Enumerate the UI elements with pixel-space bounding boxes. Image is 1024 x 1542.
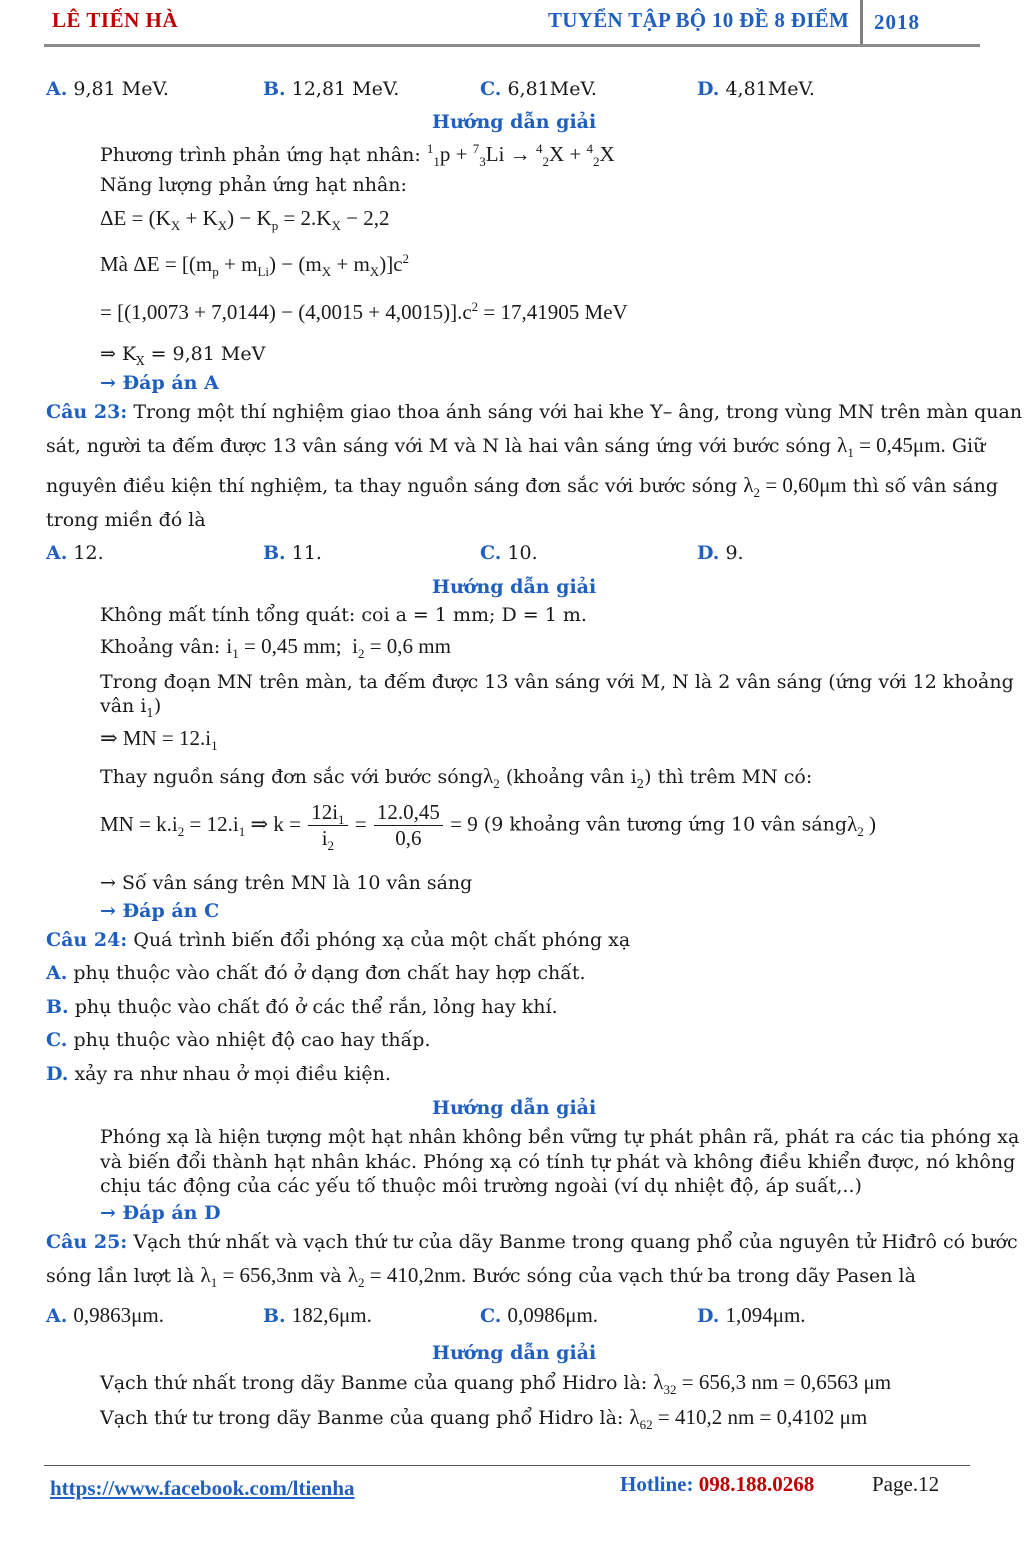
q24-sol-line3: chịu tác động của các yếu tố thuộc môi trường ngoài (ví dụ nhiệt độ, áp suất,..) <box>100 1175 862 1197</box>
q25-option-c: C. 0,0986μm. <box>480 1303 599 1327</box>
q23-option-d: D. 9. <box>697 542 744 564</box>
q24-option-b: B. phụ thuộc vào chất đó ở các thể rắn, lỏng hay khí. <box>46 996 558 1018</box>
header-rule <box>44 44 980 47</box>
q25-option-a: A. 0,9863μm. <box>46 1303 164 1327</box>
q22-answer: → Đáp án A <box>100 372 219 394</box>
q23-stem-line1: Câu 23: Trong một thí nghiệm giao thoa ánh sáng với hai khe Y– âng, trong vùng MN trên màn quan <box>46 401 1023 423</box>
q23-sol-mn: ⇒ MN = $12.i_1$ <box>100 726 218 754</box>
facebook-link[interactable]: https://www.facebook.com/ltienha <box>50 1476 355 1500</box>
q22-result: ⇒ $K_X = 9,81$ MeV <box>100 343 266 368</box>
q23-option-c: C. 10. <box>480 542 538 564</box>
q22-guide-heading: Hướng dẫn giải <box>432 111 597 133</box>
q23-answer: → Đáp án C <box>100 900 220 922</box>
q24-stem: Câu 24: Quá trình biến đổi phóng xạ của một chất phóng xạ <box>46 929 631 951</box>
q24-guide-heading: Hướng dẫn giải <box>432 1097 597 1119</box>
q22-option-d: D. 4,81MeV. <box>697 78 815 100</box>
q23-sol-count-cont: vân $i_1$) <box>100 695 162 720</box>
q23-sol-fringe: Khoảng vân: $i_1 = 0,45$ mm; $i_2 = 0,6$ mm <box>100 634 451 662</box>
q22-eq1: $\Delta E = (K_X + K_X) - K_p = 2.K_X - 2,2$ <box>100 206 390 234</box>
q25-guide-heading: Hướng dẫn giải <box>432 1342 597 1364</box>
q22-option-c: C. 6,81MeV. <box>480 78 597 100</box>
q23-sol-replace: Thay nguồn sáng đơn sắc với bước sóngλ$_2$ (khoảng vân $i_2$) thì trêm MN có: <box>100 764 813 792</box>
q23-sol-ratio: MN = $k.i_2 = 12.i_1$ ⇒ k = $\frac{12i_1}{i_2}$ = $\frac{12.0,45}{0,6}$ = 9 (9 khoảng vân tương ứng 10 vân sángλ$_2$ ) <box>100 800 877 854</box>
q24-option-a: A. phụ thuộc vào chất đó ở dạng đơn chất hay hợp chất. <box>46 962 586 984</box>
q22-option-a: A. 9,81 MeV. <box>46 78 169 100</box>
q25-sol-line1: Vạch thứ nhất trong dãy Banme của quang phổ Hidro là: $\lambda_{32} = 656,3$ nm = 0,6563 μm <box>100 1370 892 1398</box>
q24-option-d: D. xảy ra như nhau ở mọi điều kiện. <box>46 1063 391 1085</box>
q23-stem-line2: sát, người ta đếm được 13 vân sáng với M và N là hai vân sáng ứng với bước sóng $\lambda_1 = 0,45\mu m$. Giữ <box>46 433 986 461</box>
q24-answer: → Đáp án D <box>100 1202 221 1224</box>
q25-stem-line2: sóng lần lượt là $\lambda_1 = 656,3nm$ và $\lambda_2 = 410,2nm$. Bước sóng của vạch thứ ba trong dãy Pasen là <box>46 1263 916 1291</box>
footer-rule <box>44 1465 970 1466</box>
q23-option-b: B. 11. <box>263 542 322 564</box>
q22-eq3: = $[(1,0073 + 7,0144) - (4,0015 + 4,0015)].c^2 = 17,41905$ MeV <box>100 299 628 324</box>
q25-option-b: B. 182,6μm. <box>263 1303 372 1327</box>
q23-guide-heading: Hướng dẫn giải <box>432 576 597 598</box>
author-name: LÊ TIẾN HÀ <box>52 8 178 32</box>
book-title: TUYỂN TẬP BỘ 10 ĐỀ 8 ĐIỂM <box>548 8 850 32</box>
q25-option-d: D. 1,094μm. <box>697 1303 806 1327</box>
q24-option-c: C. phụ thuộc vào nhiệt độ cao hay thấp. <box>46 1029 431 1051</box>
q25-stem-line1: Câu 25: Vạch thứ nhất và vạch thứ tư của dãy Banme trong quang phổ của nguyên tử Hiđrô có bước <box>46 1231 1018 1253</box>
q23-stem-line4: trong miền đó là <box>46 509 206 531</box>
q22-eq2: Mà $\Delta E = [(m_p + m_{Li}) - (m_X + m_X)]c^2$ <box>100 251 410 280</box>
q24-sol-line1: Phóng xạ là hiện tượng một hạt nhân không bền vững tự phát phân rã, phát ra các tia phóng xạ <box>100 1126 1020 1148</box>
header-year: 2018 <box>874 10 920 34</box>
q22-energy-label: Năng lượng phản ứng hạt nhân: <box>100 174 407 196</box>
page-number: Page.12 <box>872 1472 940 1496</box>
header-divider <box>860 0 863 46</box>
q22-reaction-line: Phương trình phản ứng hạt nhân: $^1_1$p + $^7_3$Li → $^4_2$X + $^4_2$X <box>100 141 615 170</box>
q22-option-b: B. 12,81 MeV. <box>263 78 400 100</box>
q25-sol-line2: Vạch thứ tư trong dãy Banme của quang phổ Hidro là: $\lambda_{62} = 410,2$ nm = 0,4102 μm <box>100 1405 868 1433</box>
hotline: Hotline: 098.188.0268 <box>620 1472 815 1496</box>
q23-stem-line3: nguyên điều kiện thí nghiệm, ta thay nguồn sáng đơn sắc với bước sóng $\lambda_2 = 0,60\mu m$ thì số vân sáng <box>46 473 999 501</box>
q24-sol-line2: và biến đổi thành hạt nhân khác. Phóng xạ có tính tự phát và không điều khiển được, nó không <box>100 1151 1016 1173</box>
q23-sol-assume: Không mất tính tổng quát: coi a = 1 mm; D = 1 m. <box>100 604 587 626</box>
q23-sol-count: Trong đoạn MN trên màn, ta đếm được 13 vân sáng với M, N là 2 vân sáng (ứng với 12 khoảng <box>100 671 1014 693</box>
q23-option-a: A. 12. <box>46 542 104 564</box>
q23-sol-result: → Số vân sáng trên MN là 10 vân sáng <box>100 872 473 894</box>
